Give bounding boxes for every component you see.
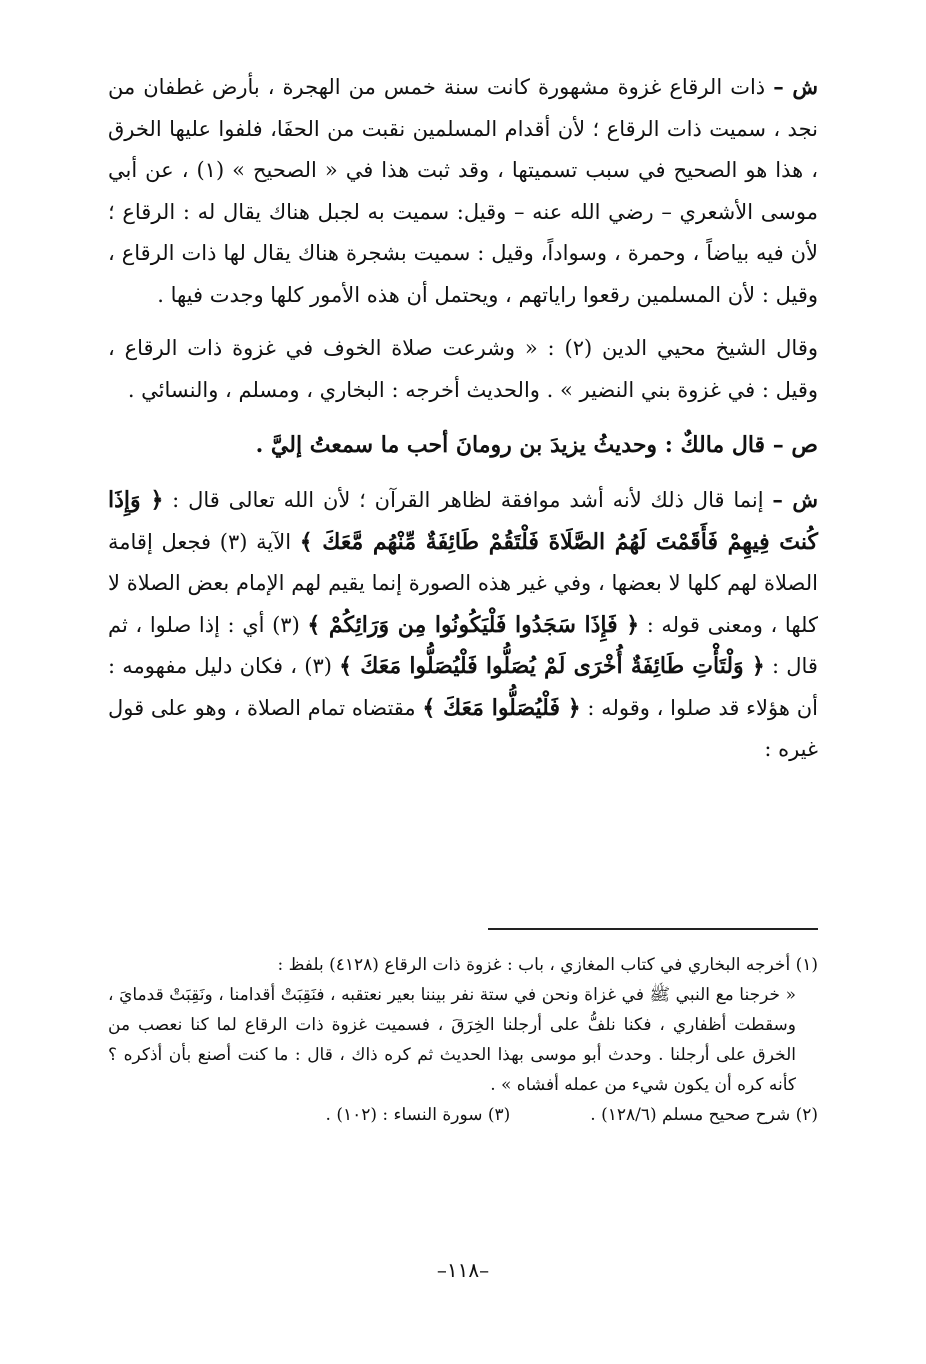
sharh-marker: ش – <box>772 487 818 512</box>
footnotes <box>108 950 818 1130</box>
quran-quote: ﴿ وَلْتَأْتِ طَائِفَةٌ أُخْرَى لَمْ يُصَلُّوا فَلْيُصَلُّوا مَعَكَ ﴾ <box>339 653 765 679</box>
footnote-row-2-3 <box>108 1100 818 1130</box>
paragraph-explanation-2 <box>108 328 818 411</box>
quran-quote: ﴿ وَإِذَا كُنتَ فِيهِمْ فَأَقَمْتَ لَهُمُ الصَّلَاةَ فَلْتَقُمْ طَائِفَةٌ مِّنْهُم مَّعَكَ ﴾ <box>108 487 818 555</box>
footnote-3: (٣) سورة النساء : (١٠٢) . <box>325 1105 511 1125</box>
paragraph-text: مقتضاه تمام الصلاة ، وهو على قول غيره : <box>108 695 818 761</box>
page-number: –١١٨– <box>436 1258 490 1282</box>
paragraph-explanation-3 <box>108 479 818 771</box>
quran-quote: ﴿ فَإِذَا سَجَدُوا فَلْيَكُونُوا مِن وَرَائِكُمْ ﴾ <box>307 611 640 638</box>
footnote-separator <box>488 928 818 930</box>
footnote-1-quote: « خرجنا مع النبي ﷺ في غزاة ونحن في ستة نفر بيننا بعير نعتقبه ، فنَقِبَتْ أقدامنا ، ونَقِبَتْ قدمايَ ، وسقطت أظفاري ، فكنا نلفُّ على أرجلنا الخِرَقَ ، فسميت غزوة ذات الرقاع لما كنا نعصب من الخرق على أرجلنا . وحدث أبو موسى بهذا الحديث ثم كره ذاك ، قال : ما كنت أصنع بأن أذكره ؟ كأنه كره أن يكون شيء من عمله أفشاه » . <box>108 985 796 1095</box>
paragraph-text: إنما قال ذلك لأنه أشد موافقة لظاهر القرآن ؛ لأن الله تعالى قال : <box>172 488 764 512</box>
matn-heading: ص – قال مالكٌ : وحديثُ يزيدَ بن رومانَ أحب ما سمعتُ إليَّ . <box>255 432 818 458</box>
quran-quote: ﴿ فَلْيُصَلُّوا مَعَكَ ﴾ <box>422 694 581 721</box>
paragraph-text: ذات الرقاع غزوة مشهورة كانت سنة خمس من الهجرة ، بأرض غطفان من نجد ، سميت ذات الرقاع ؛ لأن أقدام المسلمين نقبت من الحفَا، فلفوا عليها الخرق ، هذا هو الصحيح في سبب تسميتها ، وقد ثبت هذا في « الصحيح » (١) ، عن أبي موسى الأشعري – رضي الله عنه – وقيل: سميت به لجبل هناك يقال له : الرقاع ؛ لأن فيه بياضاً ، وحمرة ، وسواداً، وقيل : سميت بشجرة هناك يقال لها ذات الرقاع ، وقيل : لأن المسلمين رقعوا راياتهم ، ويحتمل أن هذه الأمور كلها وجدت فيها . <box>108 75 818 307</box>
main-text <box>108 66 818 771</box>
footnote-2: (٢) شرح صحيح مسلم (١٢٨/٦) . <box>590 1105 818 1125</box>
paragraph-explanation-1 <box>108 66 818 316</box>
paragraph-text: الآية (٣) فجعل إقامة الصلاة لهم كلها لا بعضها ، وفي غير هذه الصورة إنما يقيم لهم الإمام بعض الصلاة لا كلها ، ومعنى قوله : <box>108 529 818 637</box>
paragraph-text: (٣) ، فكان دليل مفهومه : أن هؤلاء قد صلوا ، وقوله : <box>108 654 818 720</box>
paragraph-text: وقال الشيخ محيي الدين (٢) : « وشرعت صلاة الخوف في غزوة ذات الرقاع ، وقيل : في غزوة بني النضير » . والحديث أخرجه : البخاري ، ومسلم ، والنسائي . <box>108 336 819 402</box>
sharh-marker: ش – <box>773 74 818 99</box>
paragraph-text: (٣) أي : إذا صلوا ، ثم قال : <box>108 612 818 678</box>
footnote-1-intro: (١) أخرجه البخاري في كتاب المغازي ، باب : غزوة ذات الرقاع (٤١٢٨) بلفظ : <box>277 955 818 975</box>
